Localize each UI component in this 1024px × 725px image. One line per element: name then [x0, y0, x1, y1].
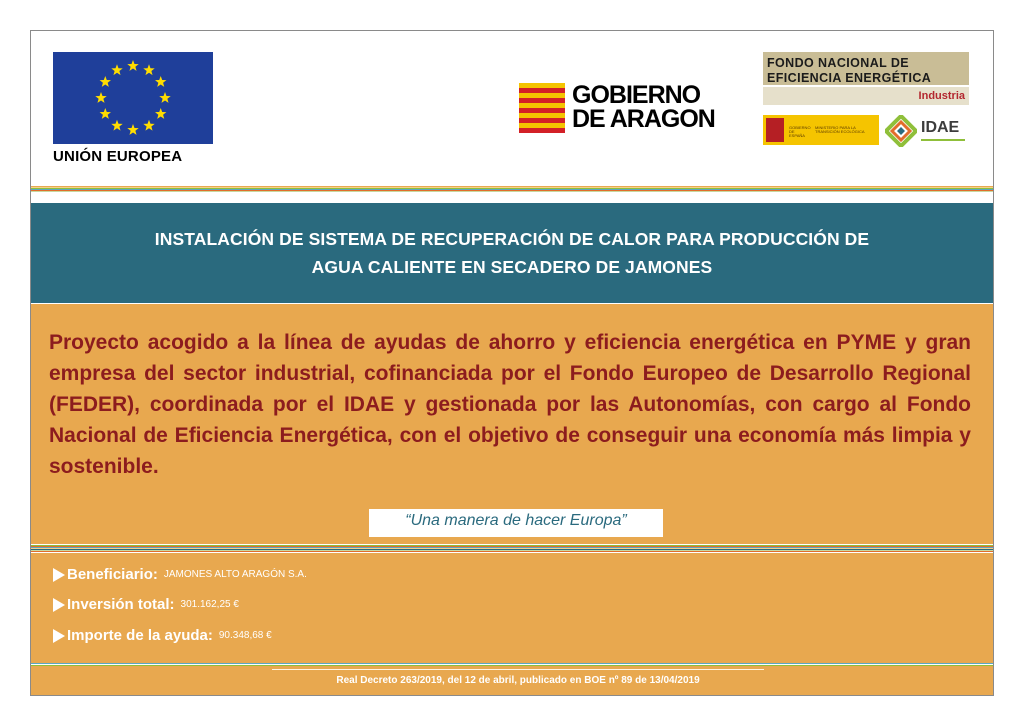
ministry-text-1: GOBIERNO DE ESPAÑA — [789, 125, 811, 138]
fnee-logo — [763, 52, 969, 156]
eu-star-icon — [100, 76, 111, 87]
title-band — [31, 203, 993, 303]
title-line1: INSTALACIÓN DE SISTEMA DE RECUPERACIÓN DE CALOR PARA PRODUCCIÓN DE — [154, 229, 870, 249]
arrow-right-icon — [53, 629, 65, 643]
beneficiary-value: JAMONES ALTO ARAGÓN S.A. — [163, 569, 307, 581]
beneficiary-row — [53, 566, 307, 588]
motto: “Una manera de hacer Europa” — [369, 509, 663, 537]
aid-row — [53, 627, 272, 649]
investment-value: 301.162,25 € — [180, 599, 239, 611]
project-description: Proyecto acogido a la línea de ayudas de ahorro y eficiencia energética en PYME y gran empresa del sector industrial, cofinanciada por el Fondo Europeo de Desarrollo Regional (FEDER), coordinada por el IDAE y gestionada por las Autonomías, con cargo al Fondo Nacional de Eficiencia Energética, con el objetivo de conseguir una economía más limpia y sostenible. — [49, 331, 971, 478]
aid-value: 90.348,68 € — [218, 630, 272, 642]
eu-star-icon — [111, 120, 122, 131]
title-line2: AGUA CALIENTE EN SECADERO DE JAMONES — [311, 257, 713, 277]
eu-star-icon — [143, 120, 154, 131]
project-title — [72, 225, 952, 281]
gov-line2: DE ARAGON — [572, 105, 715, 133]
gobierno-aragon-text — [572, 83, 715, 131]
color-stripes-top — [31, 186, 993, 192]
arrow-right-icon — [53, 598, 65, 612]
arrow-right-icon — [53, 568, 65, 582]
investment-label: Inversión total: — [67, 596, 175, 614]
eu-star-icon — [127, 60, 138, 71]
fnee-line2: EFICIENCIA ENERGÉTICA — [767, 71, 932, 85]
eu-star-icon — [100, 108, 111, 119]
eu-star-icon — [95, 92, 106, 103]
aragon-flag-icon — [519, 83, 565, 133]
gov-line1: GOBIERNO — [572, 81, 701, 109]
eu-star-icon — [143, 64, 154, 75]
idae-mark-icon — [885, 115, 917, 147]
idae-underline — [921, 139, 965, 141]
investment-row — [53, 596, 239, 618]
fnee-sector: Industria — [763, 87, 969, 105]
eu-star-icon — [155, 76, 166, 87]
legal-reference: Real Decreto 263/2019, del 12 de abril, publicado en BOE nº 89 de 13/04/2019 — [272, 669, 764, 692]
color-stripes-bottom — [31, 544, 993, 553]
ministry-text-2: MINISTERIO PARA LA TRANSICIÓN ECOLÓGICA — [815, 125, 865, 134]
eu-star-icon — [155, 108, 166, 119]
aid-label: Importe de la ayuda: — [67, 627, 213, 645]
eu-flag-icon — [53, 52, 213, 144]
fnee-line1: FONDO NACIONAL DE — [767, 56, 909, 70]
eu-star-icon — [159, 92, 170, 103]
eu-logo — [53, 52, 215, 165]
idae-label: IDAE — [921, 119, 960, 136]
eu-star-icon — [127, 124, 138, 135]
eu-label: UNIÓN EUROPEA — [53, 148, 183, 165]
spain-crest-icon — [766, 118, 784, 142]
partner-logos — [763, 115, 969, 155]
eu-star-icon — [111, 64, 122, 75]
beneficiary-label: Beneficiario: — [67, 566, 158, 584]
gobierno-aragon-logo — [519, 83, 749, 135]
ministry-logo — [763, 115, 879, 145]
fnee-title — [763, 52, 969, 85]
